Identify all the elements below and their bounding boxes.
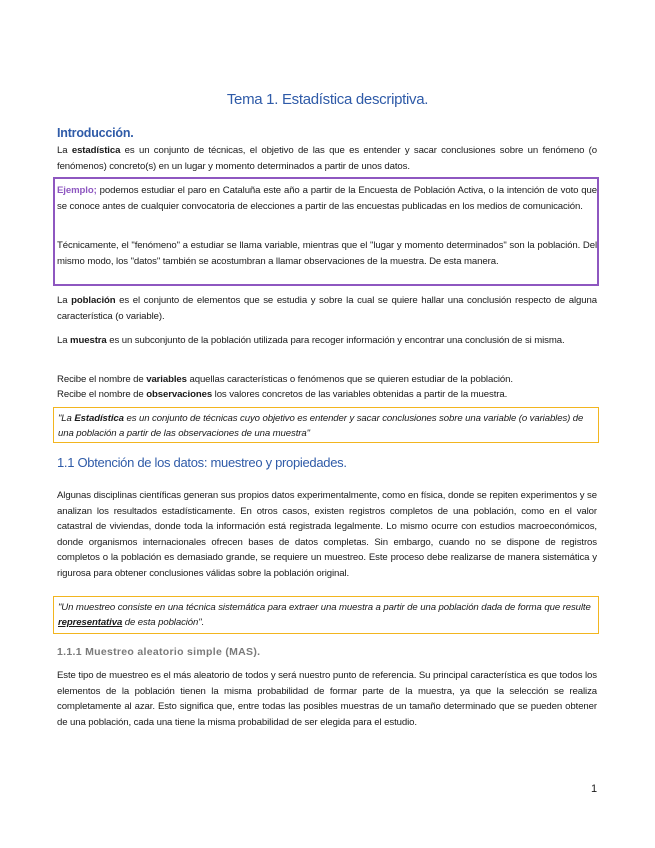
- observaciones-line: Recibe el nombre de observaciones los valores concretos de las variables obtenidas a partir de la muestra.: [57, 389, 508, 400]
- example-label: Ejemplo;: [57, 185, 97, 196]
- example-paragraph: Ejemplo; podemos estudiar el paro en Cataluña este año a partir de la Encuesta de Población Activa, o la intención de voto que se conoce antes de cualquier convocatoria de elecciones a partir de las encuestas publicadas en los medios de comunicación.: [57, 185, 597, 212]
- muestreo-quote: "Un muestreo consiste en una técnica sistemática para extraer una muestra a partir de una población dada de forma que resulte representativa de esta población".: [58, 602, 591, 629]
- section-1-1-1-paragraph: Este tipo de muestreo es el más aleatorio de todos y será nuestro punto de referencia. Su principal característica es que todos los elementos de la población tienen la misma probabilidad de formar parte de la muestra, ya que la selección se realiza completamente al azar. Esto significa que, entre todas las posibles muestras de un tamaño determinado que se pueden obtener de una población, cada una tiene la misma probabilidad de ser elegida para el estudio.: [57, 670, 597, 728]
- variables-line: Recibe el nombre de variables aquellas características o fenómenos que se quieren estudiar de la población.: [57, 374, 513, 385]
- page-title: Tema 1. Estadística descriptiva.: [226, 91, 429, 108]
- muestra-paragraph: La muestra es un subconjunto de la población utilizada para recoger información y encontrar una conclusión de si misma.: [57, 335, 565, 346]
- intro-paragraph: La estadística es un conjunto de técnicas, el objetivo de las que es entender y sacar conclusiones sobre un fenómeno (o fenómenos) concreto(s) en un lugar y momento determinados a partir de unos datos.: [57, 145, 597, 172]
- example-paragraph-2: Técnicamente, el "fenómeno" a estudiar se llama variable, mientras que el "lugar y momento determinados" son la población. Del mismo modo, los "datos" también se acostumbran a llamar observaciones de la muestra. De esta manera.: [57, 240, 597, 267]
- poblacion-paragraph: La población es el conjunto de elementos que se estudia y sobre la cual se quiere hallar una conclusión respecto de alguna característica (o variable).: [57, 295, 597, 322]
- definition-quote: "La Estadística es un conjunto de técnicas cuyo objetivo es entender y sacar conclusiones sobre una variable (o variables) de una población a partir de las observaciones de una muestra": [58, 413, 584, 440]
- page-number: 1: [591, 783, 598, 795]
- heading-section-1-1-1: 1.1.1 Muestreo aleatorio simple (MAS).: [57, 646, 261, 658]
- section-1-1-paragraph: Algunas disciplinas científicas generan sus propios datos experimentalmente, como en física, donde se repiten experimentos y se analizan los resultados estadísticamente. En otros casos, existen registros completos de una población, como en el valor catastral de viviendas, donde toda la información está registrada legalmente. Lo mismo ocurre con estudios macroeconómicos, donde organismos internacionales ofrecen bases de datos completas. Sin embargo, cuando no se dispone de registros completos o la población es demasiado grande, se requiere un muestreo. Este proceso debe realizarse de manera sistemática y rigurosa para obtener conclusiones válidas sobre la población original.: [57, 490, 597, 579]
- heading-section-1-1: 1.1 Obtención de los datos: muestreo y propiedades.: [57, 455, 347, 470]
- heading-introduccion: Introducción.: [57, 126, 134, 140]
